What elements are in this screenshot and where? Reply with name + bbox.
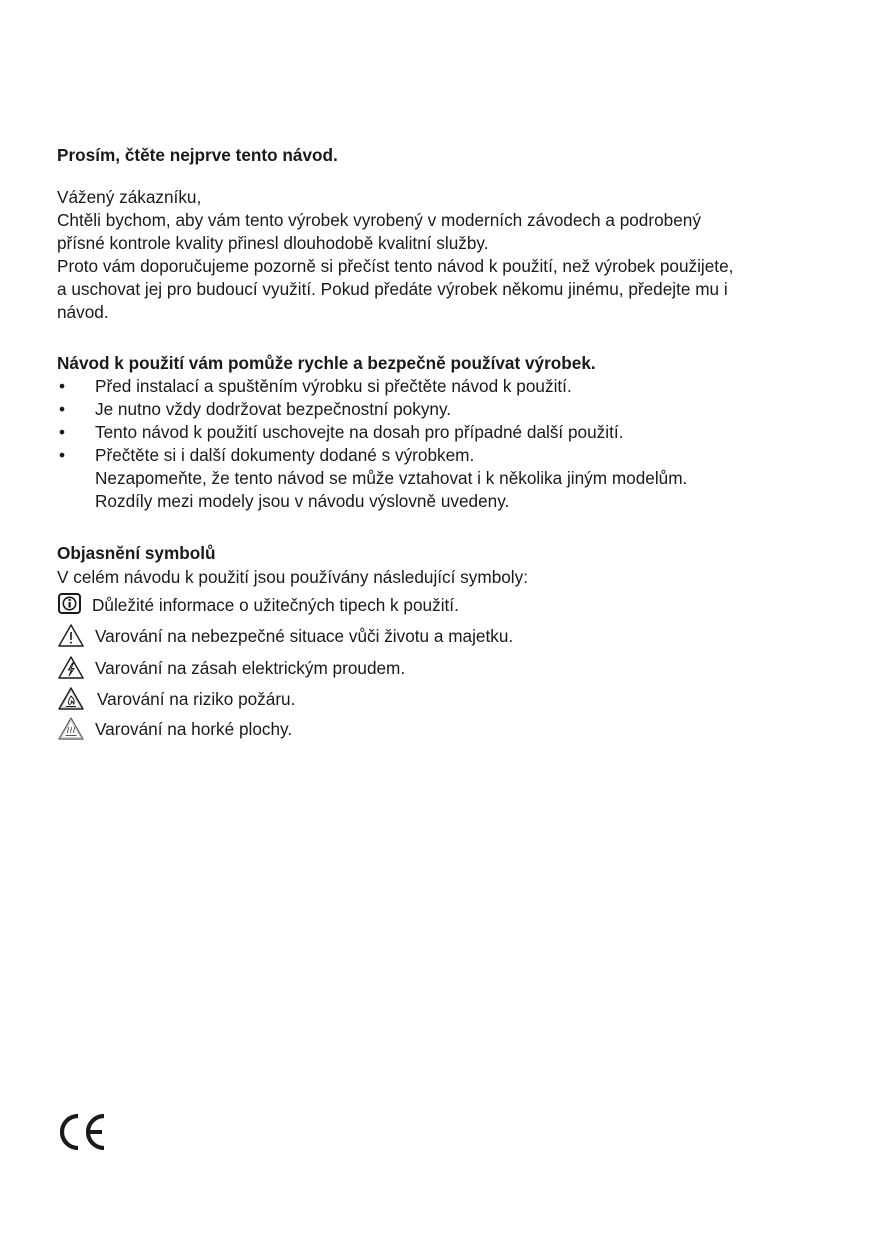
hot-surface-icon [57,716,85,742]
bullet-text: Před instalací a spuštěním výrobku si přečtěte návod k použití. [95,376,572,396]
continuation-line: Nezapomeňte, že tento návod se může vztahovat i k několika jiným modelům. [95,468,688,488]
intro-paragraph-2 [57,255,817,324]
info-icon [57,592,85,618]
list-item [57,398,817,421]
list-item [57,421,817,444]
symbol-label: Varování na zásah elektrickým proudem. [95,658,406,678]
paragraph-line: Chtěli bychom, aby vám tento výrobek vyrobený v moderních závodech a podrobený [57,210,701,230]
warning-triangle-icon [57,623,85,649]
bullet-text: Tento návod k použití uschovejte na dosah pro případné další použití. [95,422,624,442]
fire-hazard-icon [57,686,85,712]
symbols-heading: Objasnění symbolů [57,543,216,563]
list-item-continuation [57,467,817,513]
paragraph-line: přísné kontrole kvality přinesl dlouhodobě kvalitní služby. [57,233,489,253]
symbol-row-hot-surface [57,716,817,744]
usage-bullet-list [57,375,817,513]
symbol-row-warning [57,623,817,651]
symbol-label: Varování na riziko požáru. [97,689,296,709]
bullet-icon: • [59,422,66,442]
symbol-row-electric [57,655,817,683]
ce-mark-icon [57,1110,109,1154]
continuation-line: Rozdíly mezi modely jsou v návodu výslovně uvedeny. [95,491,510,511]
electric-shock-icon [57,655,85,681]
intro-paragraph-1 [57,209,817,255]
usage-heading: Návod k použití vám pomůže rychle a bezpečně používat výrobek. [57,353,596,373]
bullet-text: Je nutno vždy dodržovat bezpečnostní pokyny. [95,399,452,419]
bullet-text: Přečtěte si i další dokumenty dodané s výrobkem. [95,445,475,465]
symbol-row-fire [57,686,817,714]
paragraph-line: a uschovat jej pro budoucí využití. Pokud předáte výrobek někomu jinému, předejte mu i [57,279,728,299]
paragraph-line: návod. [57,302,109,322]
symbols-intro: V celém návodu k použití jsou používány následující symboly: [57,567,528,587]
symbol-row-info [57,592,817,620]
bullet-icon: • [59,399,66,419]
list-item [57,444,817,467]
symbol-label: Důležité informace o užitečných tipech k použití. [92,595,459,615]
paragraph-line: Proto vám doporučujeme pozorně si přečíst tento návod k použití, než výrobek použijete, [57,256,734,276]
symbol-label: Varování na nebezpečné situace vůči životu a majetku. [95,626,514,646]
bullet-icon: • [59,376,66,396]
intro-heading: Prosím, čtěte nejprve tento návod. [57,145,338,165]
symbol-label: Varování na horké plochy. [95,719,293,739]
list-item [57,375,817,398]
salutation: Vážený zákazníku, [57,187,202,207]
bullet-icon: • [59,445,66,465]
